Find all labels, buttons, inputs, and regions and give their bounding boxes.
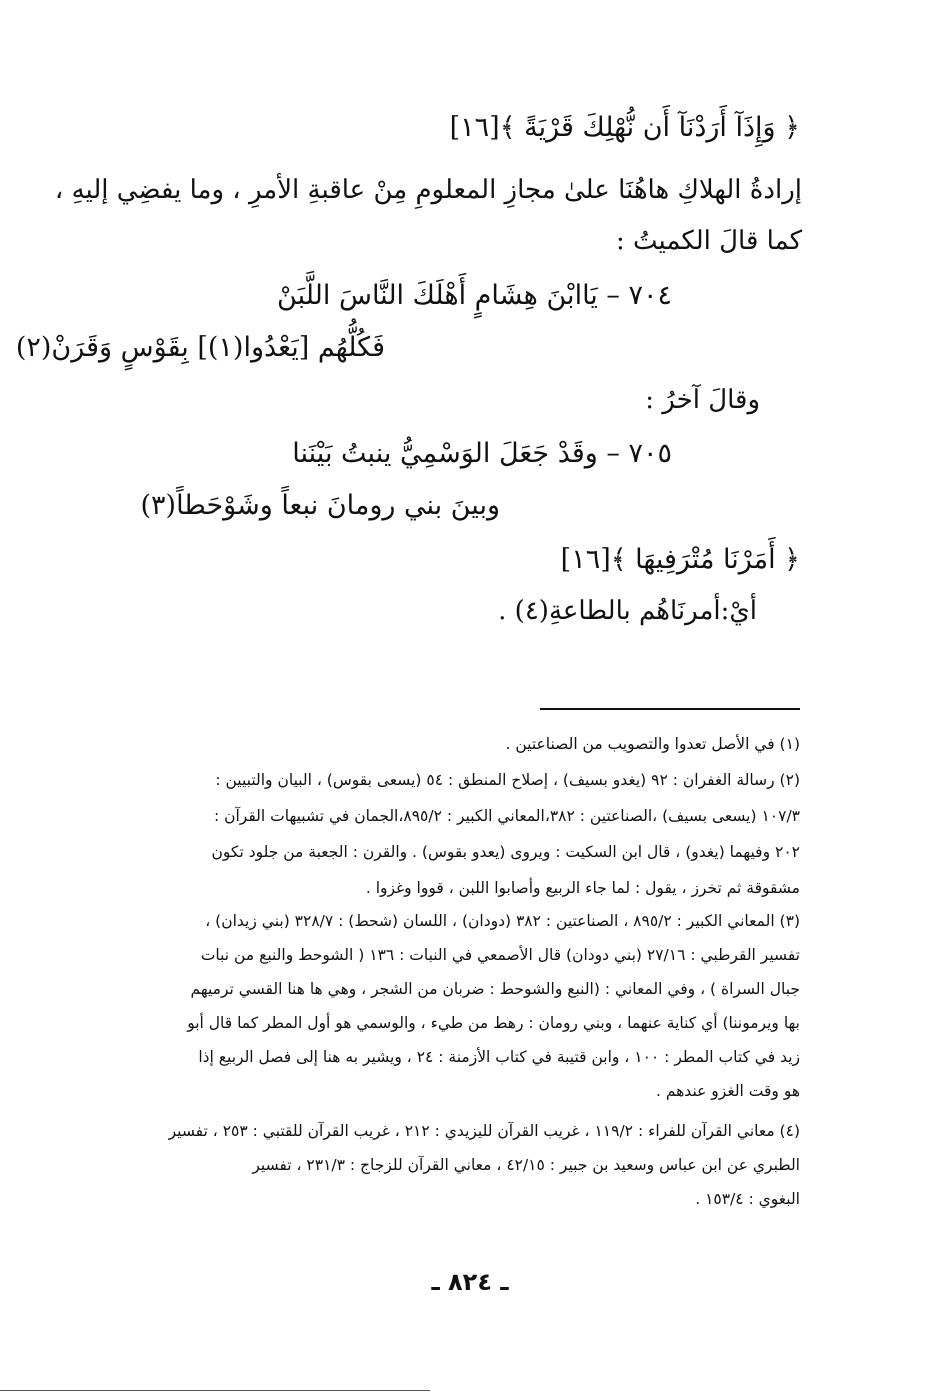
footnote-line: مشقوقة ثم تخرز ، يقول : لما جاء الربيع وأصابوا اللبن ، قووا وغزوا . <box>365 879 800 897</box>
footnote-line: بها ويرموننا) أي كناية عنهما ، وبني رومان : رهط من طيء ، والوسمي هو أول المطر كما قال أبو <box>187 1014 800 1032</box>
body-line-1: إرادةُ الهلاكِ هاهُنَا علىٰ مجازِ المعلومِ مِنْ عاقبةِ الأمرِ ، وما يفضِي إليهِ ، <box>54 175 802 205</box>
footnote-separator <box>540 708 800 710</box>
quran-verse-2: ﴿ أَمَرْنَا مُتْرَفِيهَا ﴾[١٦] <box>560 544 800 575</box>
footnote-line: هو وقت الغزو عندهم . <box>655 1082 800 1100</box>
poem-705-first-hemistich: ٧٠٥ – وقَدْ جَعَلَ الوَسْمِيُّ ينبتُ بَيْنَنا <box>292 438 672 469</box>
page-number: ـ ٨٢٤ ـ <box>431 1268 509 1296</box>
footnote-line: الطبري عن ابن عباس وسعيد بن جبير : ٤٢/١٥ ، معاني القرآن للزجاج : ٢٣١/٣ ، تفسير <box>252 1156 800 1174</box>
footnote-line: (٢) رسالة الغفران : ٩٢ (يغدو بسيف) ، إصلاح المنطق : ٥٤ (يسعى بقوس) ، البيان والتبيين : <box>215 771 800 789</box>
quran-verse-1: ﴿ وَإِذَآ أَرَدْنَآ أَن نُّهْلِكَ قَرْيَةً ﴾[١٦] <box>449 112 800 143</box>
footnote-line: تفسير القرطبي : ٢٧/١٦ (بني دودان) قال الأصمعي في النبات : ١٣٦ ( الشوحط والنبع من نبات <box>200 946 800 964</box>
footnote-line: البغوي : ١٥٣/٤ . <box>695 1190 800 1208</box>
poem-704-second-hemistich: فَكُلُّهُم [يَعْدُوا(١)] بِقَوْسٍ وَقَرَنْ(٢) <box>15 332 385 363</box>
poem-705-second-hemistich: وبينَ بني رومانَ نبعاً وشَوْحَطاً(٣) <box>140 490 500 521</box>
body-line-2: كما قالَ الكميتُ : <box>615 226 802 256</box>
footnote-line: (١) في الأصل تعدوا والتصويب من الصناعتين . <box>505 735 800 753</box>
body-line-4: أيْ:أمرنَاهُم بالطاعةِ(٤) . <box>498 596 757 626</box>
footnote-line: ٢٠٢ وفيهما (يغدو) ، قال ابن السكيت : ويروى (يعدو بقوس) . والقرن : الجعبة من جلود تكون <box>211 843 800 861</box>
scan-edge-line <box>0 1390 430 1391</box>
footnote-line: جبال السراة ) ، وفي المعاني : (النبع والشوحط : ضربان من الشجر ، وهي ها هنا القسي ترميهم <box>190 980 800 998</box>
footnote-line: (٣) المعاني الكبير : ٨٩٥/٢ ، الصناعتين : ٣٨٢ (دودان) ، اللسان (شحط) : ٣٢٨/٧ (بني زيدان) ، <box>205 912 800 930</box>
poem-704-first-hemistich: ٧٠٤ – يَاابْنَ هِشَامٍ أَهْلَكَ النَّاسَ اللَّبَنْ <box>277 280 672 311</box>
footnote-line: (٤) معاني القرآن للفراء : ١١٩/٢ ، غريب القرآن لليزيدي : ٢١٢ ، غريب القرآن للقتبي : ٢٥٣ ، تفسير <box>168 1122 800 1140</box>
footnote-line: زيد في كتاب المطر : ١٠٠ ، وابن قتيبة في كتاب الأزمنة : ٢٤ ، ويشير به هنا إلى فصل الربيع إذا <box>198 1048 800 1066</box>
body-line-3: وقالَ آخرُ : <box>645 385 760 415</box>
footnote-line: ١٠٧/٣ (يسعى بسيف) ،الصناعتين : ٣٨٢،المعاني الكبير : ٨٩٥/٢،الجمان في تشبيهات القرآن : <box>213 807 800 825</box>
